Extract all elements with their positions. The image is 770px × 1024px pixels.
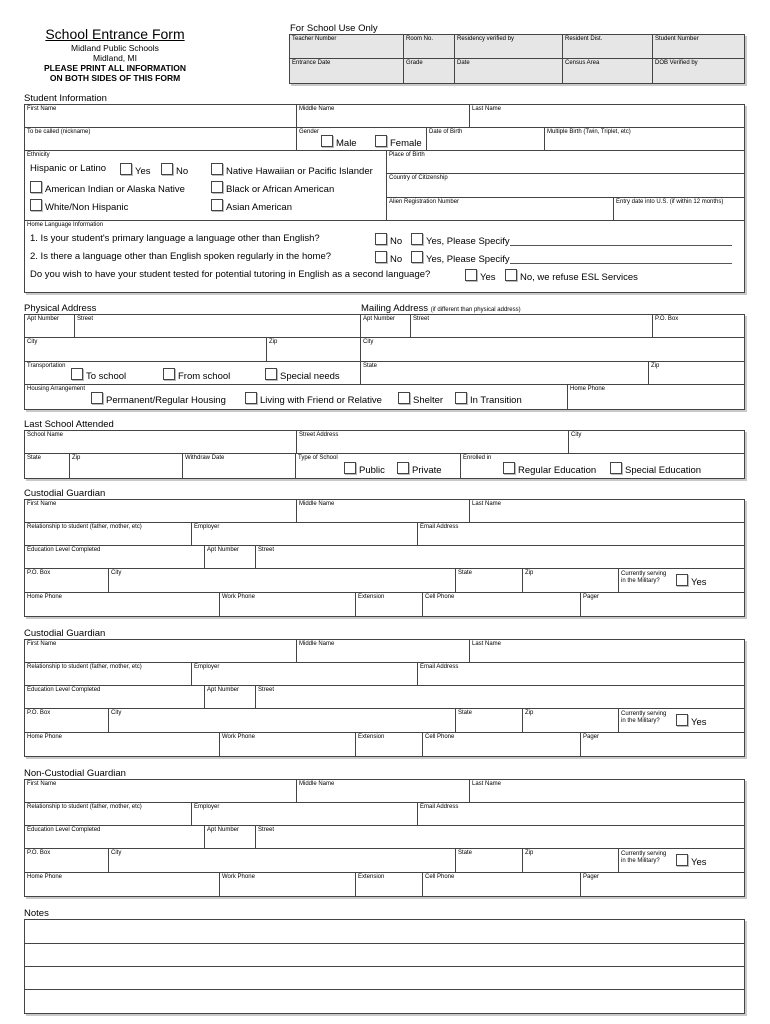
checkbox-icon[interactable]: [163, 368, 175, 380]
to-school-option[interactable]: To school: [71, 368, 126, 382]
checkbox-icon[interactable]: [411, 251, 423, 263]
guardian-cell-phone-field[interactable]: Cell Phone: [423, 593, 581, 616]
transportation-field: Transportation To school From school Special needs: [25, 362, 361, 385]
guardian-street-field[interactable]: Street: [256, 686, 744, 709]
ethnicity-field: Ethnicity Hispanic or Latino Yes No Native Hawaiian or Pacific Islander American Indian or Alaska Native Black or African American White/Non Hispanic Asian American: [25, 151, 387, 221]
black-option[interactable]: Black or African American: [211, 181, 334, 195]
guardian-extension-field[interactable]: Extension: [356, 873, 423, 896]
instruction-line-1: PLEASE PRINT ALL INFORMATION: [44, 63, 186, 73]
student-info-title: Student Information: [24, 93, 107, 104]
student-info-box: [24, 104, 745, 293]
esl-refuse-option[interactable]: No, we refuse ESL Services: [505, 269, 638, 283]
checkbox-icon[interactable]: [245, 392, 257, 404]
office-use-title: For School Use Only: [290, 23, 378, 34]
school-city-field[interactable]: City: [569, 431, 744, 454]
student-number-field[interactable]: Student Number: [653, 35, 744, 59]
guardian-state-field[interactable]: State: [456, 849, 523, 873]
guardian-apt-field[interactable]: Apt Number: [205, 826, 256, 849]
dob-verified-field[interactable]: DOB Verified by: [653, 59, 744, 83]
guardian-extension-field[interactable]: Extension: [356, 733, 423, 756]
gender-male-option[interactable]: Male: [321, 135, 357, 149]
place-of-birth-field[interactable]: Place of Birth: [387, 151, 744, 174]
mailing-street-field[interactable]: Street: [411, 315, 653, 338]
mailing-state-field[interactable]: State: [361, 362, 649, 385]
guardian-zip-field[interactable]: Zip: [523, 709, 619, 733]
housing-field: Housing Arrangement Permanent/Regular Housing Living with Friend or Relative Shelter In Transition: [25, 385, 568, 409]
guardian-apt-field[interactable]: Apt Number: [205, 546, 256, 569]
checkbox-icon[interactable]: [265, 368, 277, 380]
q1-no-option[interactable]: No: [375, 233, 402, 247]
from-school-option[interactable]: From school: [163, 368, 230, 382]
gender-female-option[interactable]: Female: [375, 135, 422, 149]
student-first-name-field[interactable]: First Name: [25, 105, 297, 128]
q2-yes-specify-option[interactable]: Yes, Please Specify: [411, 251, 732, 265]
home-phone-field[interactable]: Home Phone: [570, 386, 606, 392]
guardian-relationship-field[interactable]: Relationship to student (father, mother, etc): [25, 803, 192, 826]
guardian-city-field[interactable]: City: [109, 569, 456, 593]
dob-field[interactable]: Date of Birth: [427, 128, 545, 151]
guardian-extension-field[interactable]: Extension: [356, 593, 423, 616]
military-yes-option[interactable]: Yes: [676, 574, 707, 588]
guardian-email-field[interactable]: Email Address: [418, 803, 744, 826]
guardian-title-3: Non-Custodial Guardian: [24, 768, 126, 779]
school-name-field[interactable]: School Name: [25, 431, 297, 454]
guardian-email-field[interactable]: Email Address: [418, 523, 744, 546]
guardian-pager-field[interactable]: Pager: [583, 594, 600, 600]
hispanic-no-option[interactable]: No: [161, 163, 188, 177]
guardian-zip-field[interactable]: Zip: [523, 569, 619, 593]
office-use-box: [289, 34, 745, 84]
language-question-1: 1. Is your student's primary language a language other than English?: [30, 233, 320, 244]
gender-field: Gender Male Female: [297, 128, 427, 151]
guardian-cell-phone-field[interactable]: Cell Phone: [423, 733, 581, 756]
esl-yes-option[interactable]: Yes: [465, 269, 496, 283]
checkbox-icon[interactable]: [455, 392, 467, 404]
enrolled-in-field: Enrolled in Regular Education Special Education: [463, 455, 702, 476]
guardian-education-field[interactable]: Education Level Completed: [25, 546, 205, 569]
hispanic-yes-option[interactable]: Yes: [120, 163, 151, 177]
last-school-box: [24, 430, 745, 479]
mailing-apt-field[interactable]: Apt Number: [361, 315, 411, 338]
guardian-box-2: [24, 639, 745, 757]
alien-registration-field[interactable]: Alien Registration Number: [387, 198, 614, 221]
guardian-employer-field[interactable]: Employer: [192, 523, 418, 546]
mailing-city-field[interactable]: City: [361, 338, 744, 362]
checkbox-icon[interactable]: [676, 854, 688, 866]
notes-line: [25, 989, 744, 990]
checkbox-icon[interactable]: [211, 163, 223, 175]
district-city: Midland, MI: [93, 53, 137, 63]
notes-line: [25, 966, 744, 967]
teacher-number-field[interactable]: Teacher Number: [290, 35, 404, 59]
district-name: Midland Public Schools: [71, 43, 159, 53]
multiple-birth-field[interactable]: Multiple Birth (Twin, Triplet, etc): [545, 128, 744, 151]
physical-zip-field[interactable]: Zip: [267, 338, 361, 362]
white-option[interactable]: White/Non Hispanic: [30, 199, 128, 213]
living-with-option[interactable]: Living with Friend or Relative: [245, 392, 382, 406]
guardian-relationship-field[interactable]: Relationship to student (father, mother, etc): [25, 523, 192, 546]
guardian-title-1: Custodial Guardian: [24, 488, 106, 499]
guardian-work-phone-field[interactable]: Work Phone: [220, 733, 356, 756]
guardian-last-name-field[interactable]: Last Name: [470, 500, 744, 523]
mailing-po-box-field[interactable]: P.O. Box: [653, 315, 744, 338]
checkbox-icon[interactable]: [465, 269, 477, 281]
census-area-field[interactable]: Census Area: [563, 59, 653, 83]
guardian-middle-name-field[interactable]: Middle Name: [297, 640, 470, 663]
guardian-work-phone-field[interactable]: Work Phone: [220, 873, 356, 896]
checkbox-icon[interactable]: [120, 163, 132, 175]
guardian-last-name-field[interactable]: Last Name: [470, 640, 744, 663]
checkbox-icon[interactable]: [161, 163, 173, 175]
notes-box[interactable]: [24, 919, 745, 1014]
checkbox-icon[interactable]: [30, 199, 42, 211]
mailing-address-title: Mailing Address (if different than physical address): [361, 303, 521, 314]
room-no-field[interactable]: Room No.: [404, 35, 455, 59]
physical-address-title: Physical Address: [24, 303, 97, 314]
guardian-po-box-field[interactable]: P.O. Box: [25, 849, 109, 873]
physical-city-field[interactable]: City: [25, 338, 267, 362]
guardian-cell-phone-field[interactable]: Cell Phone: [423, 873, 581, 896]
residency-date-field[interactable]: Date: [455, 59, 563, 83]
guardian-first-name-field[interactable]: First Name: [25, 500, 297, 523]
guardian-education-field[interactable]: Education Level Completed: [25, 686, 205, 709]
q2-no-option[interactable]: No: [375, 251, 402, 265]
form-title: School Entrance Form: [45, 26, 185, 42]
checkbox-icon[interactable]: [505, 269, 517, 281]
guardian-middle-name-field[interactable]: Middle Name: [297, 780, 470, 803]
guardian-email-field[interactable]: Email Address: [418, 663, 744, 686]
checkbox-icon[interactable]: [610, 462, 622, 474]
guardian-military-field: Currently serving in the Military? Yes: [619, 569, 744, 593]
q1-yes-specify-option[interactable]: Yes, Please Specify: [411, 233, 732, 247]
american-indian-option[interactable]: American Indian or Alaska Native: [30, 181, 185, 195]
guardian-first-name-field[interactable]: First Name: [25, 640, 297, 663]
guardian-street-field[interactable]: Street: [256, 826, 744, 849]
guardian-title-2: Custodial Guardian: [24, 628, 106, 639]
guardian-education-field[interactable]: Education Level Completed: [25, 826, 205, 849]
esl-question: Do you wish to have your student tested for potential tutoring in English as a second language?: [30, 269, 431, 280]
checkbox-icon[interactable]: [503, 462, 515, 474]
guardian-state-field[interactable]: State: [456, 569, 523, 593]
physical-street-field[interactable]: Street: [75, 315, 361, 338]
checkbox-icon[interactable]: [676, 714, 688, 726]
guardian-employer-field[interactable]: Employer: [192, 803, 418, 826]
checkbox-icon[interactable]: [676, 574, 688, 586]
special-education-option[interactable]: Special Education: [610, 462, 701, 476]
country-of-citizenship-field[interactable]: Country of Citizenship: [387, 174, 744, 198]
checkbox-icon[interactable]: [71, 368, 83, 380]
guardian-street-field[interactable]: Street: [256, 546, 744, 569]
guardian-apt-field[interactable]: Apt Number: [205, 686, 256, 709]
guardian-home-phone-field[interactable]: Home Phone: [25, 593, 220, 616]
military-yes-option[interactable]: Yes: [676, 854, 707, 868]
checkbox-icon[interactable]: [321, 135, 333, 147]
residency-verified-field[interactable]: Residency verified by: [455, 35, 563, 59]
checkbox-icon[interactable]: [30, 181, 42, 193]
checkbox-icon[interactable]: [398, 392, 410, 404]
guardian-employer-field[interactable]: Employer: [192, 663, 418, 686]
guardian-pager-field[interactable]: Pager: [583, 874, 600, 880]
q2-specify-line[interactable]: [510, 254, 732, 264]
guardian-city-field[interactable]: City: [109, 709, 456, 733]
asian-option[interactable]: Asian American: [211, 199, 292, 213]
guardian-work-phone-field[interactable]: Work Phone: [220, 593, 356, 616]
withdraw-date-field[interactable]: Withdraw Date: [183, 454, 296, 478]
guardian-po-box-field[interactable]: P.O. Box: [25, 709, 109, 733]
school-state-field[interactable]: State: [25, 454, 70, 478]
student-middle-name-field[interactable]: Middle Name: [297, 105, 470, 128]
checkbox-icon[interactable]: [375, 135, 387, 147]
guardian-first-name-field[interactable]: First Name: [25, 780, 297, 803]
student-last-name-field[interactable]: Last Name: [470, 105, 744, 128]
checkbox-icon[interactable]: [375, 233, 387, 245]
home-language-section: Home Language Information 1. Is your student's primary language a language other than English? No Yes, Please Specify 2. Is there a language other than English spoken regularly in the home? No Yes, Please Specify Do you wish to have your student tested for potential tutoring in English as a second language? Yes No, we refuse ESL Services: [25, 221, 744, 292]
military-yes-option[interactable]: Yes: [676, 714, 707, 728]
guardian-last-name-field[interactable]: Last Name: [470, 780, 744, 803]
mailing-zip-field[interactable]: Zip: [649, 362, 744, 385]
guardian-city-field[interactable]: City: [109, 849, 456, 873]
guardian-po-box-field[interactable]: P.O. Box: [25, 569, 109, 593]
private-school-option[interactable]: Private: [397, 462, 442, 476]
guardian-home-phone-field[interactable]: Home Phone: [25, 873, 220, 896]
guardian-home-phone-field[interactable]: Home Phone: [25, 733, 220, 756]
entrance-date-field[interactable]: Entrance Date: [290, 59, 404, 83]
guardian-box-1: [24, 499, 745, 617]
guardian-box-3: [24, 779, 745, 897]
physical-apt-field[interactable]: Apt Number: [25, 315, 75, 338]
permanent-housing-option[interactable]: Permanent/Regular Housing: [91, 392, 226, 406]
notes-title: Notes: [24, 908, 49, 919]
checkbox-icon[interactable]: [211, 181, 223, 193]
guardian-middle-name-field[interactable]: Middle Name: [297, 500, 470, 523]
entry-date-field[interactable]: Entry date into U.S. (if within 12 months): [614, 198, 744, 221]
checkbox-icon[interactable]: [411, 233, 423, 245]
address-box: [24, 314, 745, 410]
nickname-field[interactable]: To be called (nickname): [25, 128, 297, 151]
special-needs-option[interactable]: Special needs: [265, 368, 340, 382]
native-hawaiian-option[interactable]: Native Hawaiian or Pacific Islander: [211, 163, 373, 177]
guardian-military-field: Currently serving in the Military? Yes: [619, 709, 744, 733]
checkbox-icon[interactable]: [211, 199, 223, 211]
type-of-school-field: Type of School Public Private: [296, 454, 461, 478]
last-school-title: Last School Attended: [24, 419, 114, 430]
guardian-state-field[interactable]: State: [456, 709, 523, 733]
regular-education-option[interactable]: Regular Education: [503, 462, 596, 476]
checkbox-icon[interactable]: [397, 462, 409, 474]
guardian-pager-field[interactable]: Pager: [583, 734, 600, 740]
q1-specify-line[interactable]: [510, 236, 732, 246]
checkbox-icon[interactable]: [375, 251, 387, 263]
checkbox-icon[interactable]: [344, 462, 356, 474]
shelter-option[interactable]: Shelter: [398, 392, 443, 406]
guardian-relationship-field[interactable]: Relationship to student (father, mother, etc): [25, 663, 192, 686]
language-question-2: 2. Is there a language other than English spoken regularly in the home?: [30, 251, 332, 262]
public-school-option[interactable]: Public: [344, 462, 385, 476]
instruction-line-2: ON BOTH SIDES OF THIS FORM: [49, 73, 181, 83]
guardian-zip-field[interactable]: Zip: [523, 849, 619, 873]
resident-dist-field[interactable]: Resident Dist.: [563, 35, 653, 59]
in-transition-option[interactable]: In Transition: [455, 392, 522, 406]
notes-line: [25, 943, 744, 944]
hispanic-label: Hispanic or Latino: [30, 163, 107, 174]
grade-field[interactable]: Grade: [404, 59, 455, 83]
checkbox-icon[interactable]: [91, 392, 103, 404]
guardian-military-field: Currently serving in the Military? Yes: [619, 849, 744, 873]
school-street-field[interactable]: Street Address: [297, 431, 569, 454]
school-zip-field[interactable]: Zip: [70, 454, 183, 478]
